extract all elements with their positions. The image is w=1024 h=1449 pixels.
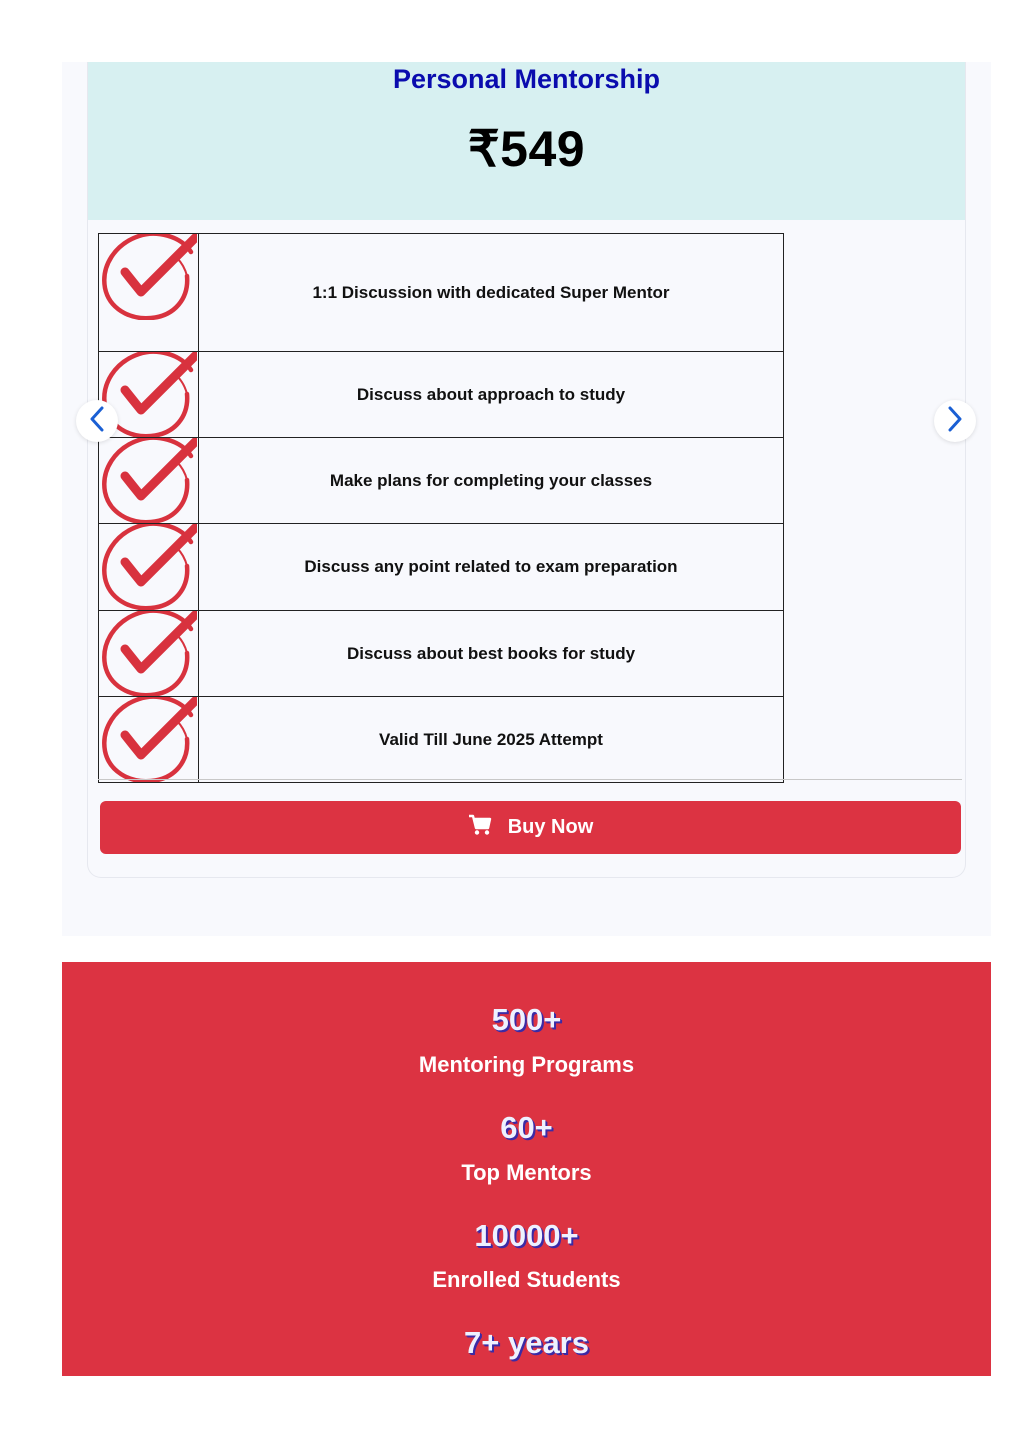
stat-label: Enrolled Students <box>432 1267 621 1292</box>
feature-text: 1:1 Discussion with dedicated Super Mentor <box>199 234 784 352</box>
stats-section <box>62 962 991 1376</box>
stat-value: 60+ <box>500 1110 553 1145</box>
feature-row <box>99 438 784 524</box>
check-cell <box>99 234 199 352</box>
feature-text: Valid Till June 2025 Attempt <box>199 697 784 783</box>
check-cell <box>99 697 199 783</box>
stat-label: Top Mentors <box>461 1160 592 1185</box>
feature-text: Make plans for completing your classes <box>199 438 784 524</box>
feature-text: Discuss about best books for study <box>199 611 784 697</box>
buy-now-label: Buy Now <box>507 816 594 838</box>
chevron-right-icon <box>946 406 964 437</box>
feature-row <box>99 234 784 352</box>
carousel-prev-button[interactable] <box>76 400 118 442</box>
features-table <box>98 233 784 783</box>
check-cell <box>99 524 199 611</box>
buy-now-button[interactable] <box>100 801 961 854</box>
card-header <box>88 62 965 220</box>
stat-value: 10000+ <box>474 1218 579 1253</box>
plan-title: Personal Mentorship <box>392 64 661 94</box>
cart-icon <box>468 814 492 842</box>
feature-row <box>99 697 784 783</box>
feature-row <box>99 611 784 697</box>
feature-text: Discuss any point related to exam preparation <box>199 524 784 611</box>
stat-label: Mentoring Programs <box>418 1052 635 1077</box>
divider <box>98 779 962 780</box>
pricing-card <box>87 62 966 878</box>
feature-text: Discuss about approach to study <box>199 352 784 438</box>
stat-value: 500+ <box>491 1002 562 1037</box>
carousel-next-button[interactable] <box>934 400 976 442</box>
plan-price: ₹549 <box>467 121 586 177</box>
check-cell <box>99 611 199 697</box>
chevron-left-icon <box>88 406 106 437</box>
stat-value: 7+ years <box>464 1325 589 1360</box>
check-cell <box>99 438 199 524</box>
feature-row <box>99 352 784 438</box>
feature-row <box>99 524 784 611</box>
